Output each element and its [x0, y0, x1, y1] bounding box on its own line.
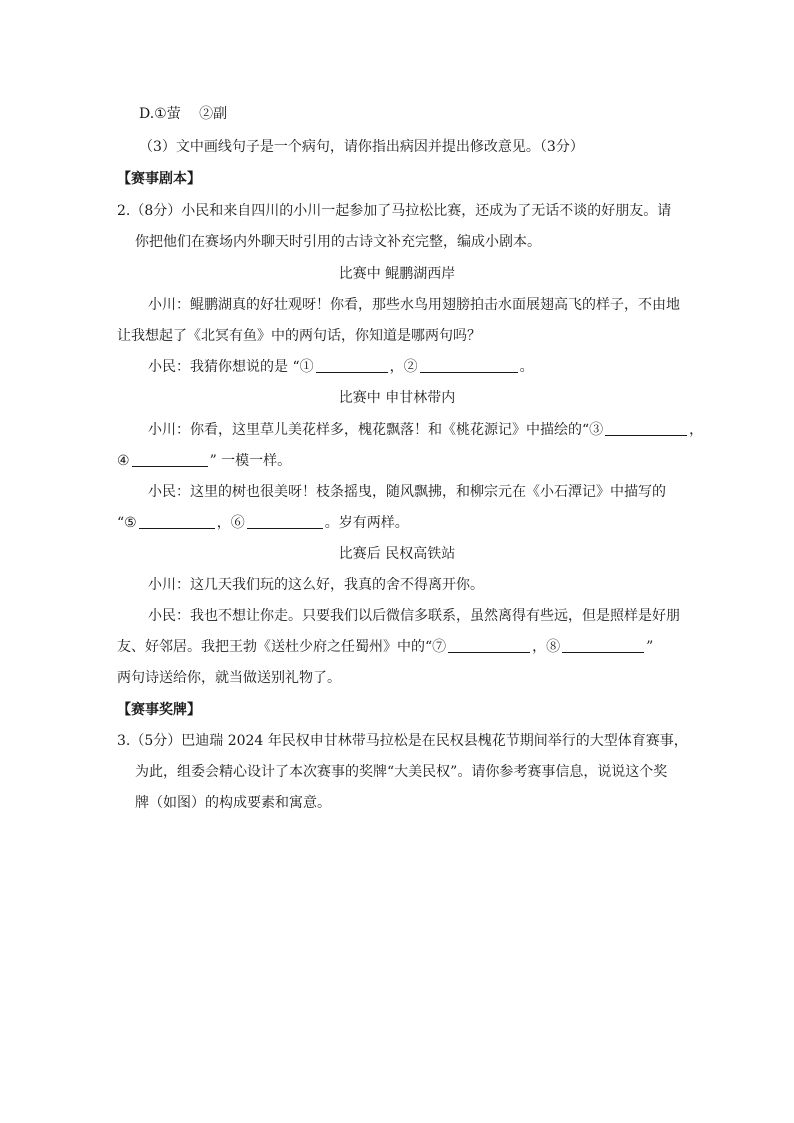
question-2-line-2: 你把他们在赛场内外聊天时引用的古诗文补充完整，编成小剧本。 — [135, 234, 541, 250]
mark-2: ② — [403, 359, 418, 375]
answer-blank-6[interactable] — [247, 514, 323, 529]
comma-3: ， — [216, 515, 231, 531]
scene-3-title: 比赛后 民权高铁站 — [338, 546, 456, 562]
comma-2: ， — [689, 422, 704, 438]
xiaochuan-dialogue-2-line-1 — [148, 420, 703, 440]
xiaomin-dialogue-1-prefix: 小民：我猜你想说的是 “① — [148, 359, 314, 375]
close-quote: ” — [646, 639, 654, 655]
option-d: D.①萤 ②副 — [139, 106, 228, 122]
xiaochuan-dialogue-1-line-2: 让我想起了《北冥有鱼》中的两句话，你知道是哪两句吗？ — [117, 328, 481, 344]
answer-blank-7[interactable] — [448, 638, 530, 653]
mark-4: ④ — [117, 453, 130, 469]
answer-blank-1[interactable] — [316, 358, 388, 373]
answer-blank-2[interactable] — [420, 358, 518, 373]
answer-blank-4[interactable] — [132, 452, 208, 467]
period-1: 。 — [519, 359, 534, 375]
mark-8: ⑧ — [546, 639, 561, 655]
xiaomin-dialogue-2-line-2 — [117, 513, 409, 533]
question-2-line-1: 2.（8分）小民和来自四川的小川一起参加了马拉松比赛，还成为了无话不谈的好朋友。请 — [117, 203, 672, 219]
answer-blank-3[interactable] — [605, 421, 687, 436]
scene-1-title: 比赛中 鲲鹏湖西岸 — [338, 266, 456, 282]
xiaomin-dialogue-3-prefix: 友、好邻居。我把王勃《送杜少府之任蜀州》中的“⑦ — [117, 639, 447, 655]
xiaomin-dialogue-2-line-1: 小民：这里的树也很美呀！枝条摇曳，随风飘拂，和柳宗元在《小石潭记》中描写的 — [148, 484, 666, 500]
question-1-part-3: （3）文中画线句子是一个病句，请你指出病因并提出修改意见。（3分） — [139, 139, 584, 155]
xiaomin-dialogue-3-line-3: 两句诗送给你，就当做送别礼物了。 — [117, 670, 341, 686]
section-header-script: 【赛事剧本】 — [117, 171, 201, 187]
xiaochuan-dialogue-2-prefix: 小川：你看，这里草儿美花样多，槐花飘落！和《桃花源记》中描绘的“③ — [148, 422, 604, 438]
scene-2-title: 比赛中 申甘林带内 — [338, 390, 456, 406]
xiaochuan-dialogue-2-line-2 — [117, 451, 291, 471]
xiaochuan-dialogue-3: 小川：这几天我们玩的这么好，我真的舍不得离开你。 — [148, 577, 484, 593]
comma-4: ， — [532, 639, 547, 655]
question-3-line-2: 为此，组委会精心设计了本次赛事的奖牌“大美民权”。请你参考赛事信息，说说这个奖 — [135, 764, 668, 780]
xiaomin-dialogue-3-line-1: 小民：我也不想让你走。只要我们以后微信多联系，虽然离得有些远，但是照样是好朋 — [148, 608, 680, 624]
section-header-medal: 【赛事奖牌】 — [117, 702, 201, 718]
answer-blank-8[interactable] — [562, 638, 644, 653]
mark-5: “⑤ — [117, 515, 137, 531]
xiaomin-dialogue-3-line-2 — [117, 637, 653, 657]
xiaomin-dialogue-1 — [148, 357, 534, 377]
xiaochuan-dialogue-2-suffix: ” 一模一样。 — [209, 453, 292, 469]
mark-6: ⑥ — [230, 515, 245, 531]
question-3-line-3: 牌（如图）的构成要素和寓意。 — [135, 795, 331, 811]
comma-1: ， — [389, 359, 404, 375]
xiaochuan-dialogue-1-line-1: 小川：鲲鹏湖真的好壮观呀！你看，那些水鸟用翅膀拍击水面展翅高飞的样子，不由地 — [148, 297, 680, 313]
answer-blank-5[interactable] — [139, 514, 215, 529]
question-3-line-1: 3.（5分）巴迪瑞 2024 年民权申甘林带马拉松是在民权县槐花节期间举行的大型体育赛事， — [117, 733, 688, 749]
xiaomin-dialogue-2-suffix: 。岁有两样。 — [324, 515, 409, 531]
